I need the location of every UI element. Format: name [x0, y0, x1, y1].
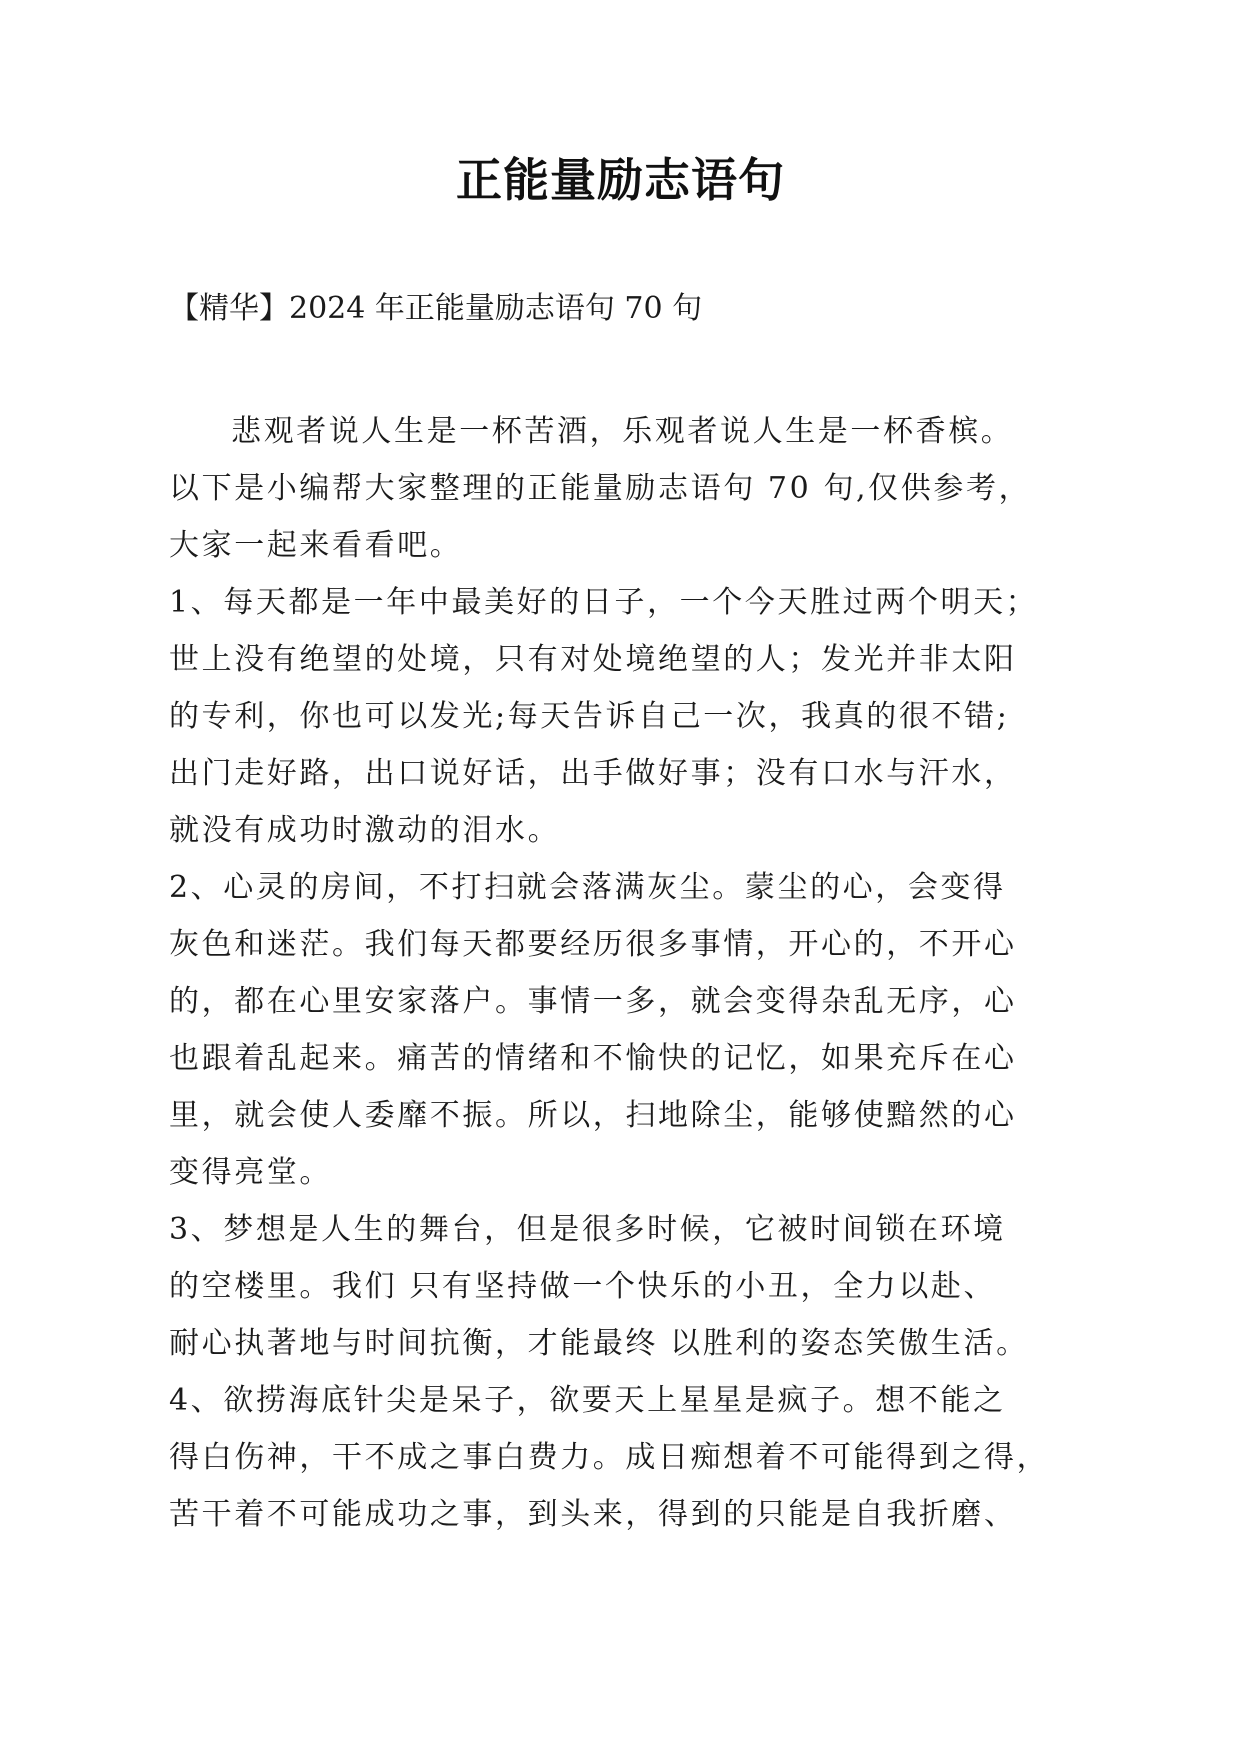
document-title: 正能量励志语句 [456, 153, 785, 207]
body-line: 大家一起来看看吧。 [169, 528, 463, 563]
body-line: 1、每天都是一年中最美好的日子，一个今天胜过两个明天； [169, 585, 1039, 620]
body-line: 悲观者说人生是一杯苦酒，乐观者说人生是一杯香槟。 [231, 414, 1014, 449]
body-line: 就没有成功时激动的泪水。 [169, 813, 561, 848]
body-line: 2、心灵的房间，不打扫就会落满灰尘。蒙尘的心，会变得 [169, 870, 1006, 905]
body-line: 苦干着不可能成功之事，到头来，得到的只能是自我折磨、 [169, 1497, 1017, 1532]
body-line: 的，都在心里安家落户。事情一多，就会变得杂乱无序，心 [169, 984, 1017, 1019]
body-line: 也跟着乱起来。痛苦的情绪和不愉快的记忆，如果充斥在心 [169, 1041, 1017, 1076]
body-line: 变得亮堂。 [169, 1155, 332, 1190]
body-line: 3、梦想是人生的舞台，但是很多时候，它被时间锁在环境 [169, 1212, 1006, 1247]
body-line: 的空楼里。我们 只有坚持做一个快乐的小丑，全力以赴、 [169, 1269, 997, 1304]
body-line: 耐心执著地与时间抗衡，才能最终 以胜利的姿态笑傲生活。 [169, 1326, 1029, 1361]
document-body [169, 403, 1074, 1543]
body-line: 灰色和迷茫。我们每天都要经历很多事情，开心的，不开心 [169, 927, 1017, 962]
body-line: 里，就会使人委靡不振。所以，扫地除尘，能够使黯然的心 [169, 1098, 1017, 1133]
body-line: 得白伤神，干不成之事白费力。成日痴想着不可能得到之得， [169, 1440, 1050, 1475]
body-line: 以下是小编帮大家整理的正能量励志语句 70 句,仅供参考， [169, 471, 1032, 506]
body-line: 世上没有绝望的处境，只有对处境绝望的人；发光并非太阳 [169, 642, 1017, 677]
document-subtitle: 【精华】2024 年正能量励志语句 70 句 [169, 291, 703, 326]
body-line: 的专利，你也可以发光;每天告诉自己一次，我真的很不错; [169, 699, 1010, 734]
body-line: 4、欲捞海底针尖是呆子，欲要天上星星是疯子。想不能之 [169, 1383, 1006, 1418]
body-line: 出门走好路，出口说好话，出手做好事；没有口水与汗水， [169, 756, 1017, 791]
